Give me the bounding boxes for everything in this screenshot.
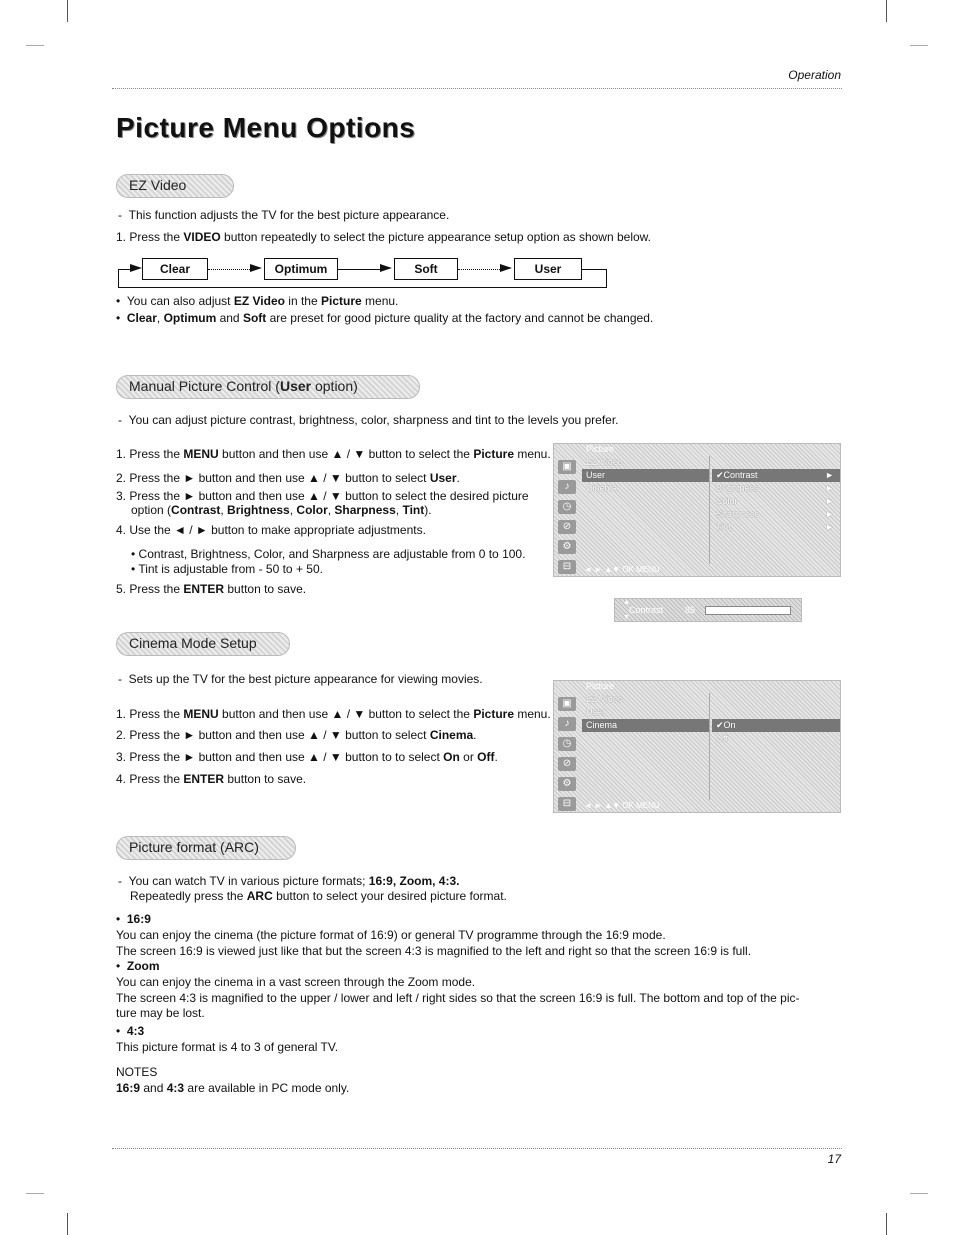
manual-step1: 1. Press the MENU button and then use ▲ / ▼ button to select the Picture menu. bbox=[116, 447, 551, 461]
crop-mark bbox=[910, 45, 928, 46]
setup-icon: ⚙ bbox=[558, 777, 576, 791]
cinema-heading: Cinema Mode Setup bbox=[116, 632, 290, 656]
arrow-right-icon bbox=[500, 264, 512, 272]
manual-step3-line2: option (Contrast, Brightness, Color, Sharpness, Tint). bbox=[131, 503, 432, 517]
arc-intro2: Repeatedly press the ARC button to select your desired picture format. bbox=[130, 889, 507, 903]
lock-icon: ⊟ bbox=[558, 560, 576, 574]
osd-bar-fill bbox=[706, 607, 777, 614]
picture-icon: ▣ bbox=[558, 460, 576, 474]
osd-contrast-bar bbox=[614, 598, 802, 622]
arrow-right-icon bbox=[250, 264, 262, 272]
osd-title: Picture bbox=[586, 444, 615, 454]
osd-bar-track bbox=[705, 606, 791, 615]
arrow-down-icon: ▼ bbox=[623, 614, 630, 621]
osd-nav-hint: ◄ ► ▲▼ OK MENU bbox=[584, 801, 660, 810]
page-title: Picture Menu Options bbox=[116, 112, 416, 143]
osd-option-selected: ✔Contrast ► bbox=[712, 469, 840, 482]
crop-mark bbox=[886, 1213, 887, 1235]
osd-option: Tint ► bbox=[716, 522, 834, 532]
cinema-intro: - Sets up the TV for the best picture appearance for viewing movies. bbox=[118, 672, 483, 686]
ez-video-step1: 1. Press the VIDEO button repeatedly to select the picture appearance setup option as shown below. bbox=[116, 230, 652, 244]
flow-item-soft: Soft bbox=[394, 258, 458, 280]
notes-label: NOTES bbox=[116, 1065, 158, 1079]
ez-video-intro: - This function adjusts the TV for the best picture appearance. bbox=[118, 208, 450, 222]
ez-video-note1: • You can also adjust EZ Video in the Picture menu. bbox=[116, 294, 399, 308]
manual-bullet2: • Tint is adjustable from - 50 to + 50. bbox=[131, 562, 323, 576]
sound-icon: ♪ bbox=[558, 480, 576, 494]
crop-mark bbox=[67, 1213, 68, 1235]
osd-item: EZ Video bbox=[586, 694, 623, 704]
crop-mark bbox=[910, 1193, 928, 1194]
osd-option: Color ► bbox=[716, 496, 834, 506]
option-icon: ⊘ bbox=[558, 757, 576, 771]
header-rule bbox=[112, 88, 842, 89]
lock-icon: ⊟ bbox=[558, 797, 576, 811]
arc-format-169-line2: The screen 16:9 is viewed just like that but the screen 4:3 is magnified to the left and right so that the screen 16:9 is full. bbox=[116, 944, 752, 958]
osd-icon-column bbox=[554, 693, 580, 809]
arc-format-zoom-line3: ture may be lost. bbox=[116, 1006, 205, 1020]
flow-item-user: User bbox=[514, 258, 582, 280]
arc-format-169-heading: • 16:9 bbox=[116, 912, 151, 926]
crop-mark bbox=[26, 1193, 44, 1194]
arrow-right-icon bbox=[380, 264, 392, 272]
osd-option: Brightness ► bbox=[716, 483, 834, 493]
footer-rule bbox=[112, 1148, 842, 1149]
osd-option: Sharpness ► bbox=[716, 509, 834, 519]
section-label: Operation bbox=[788, 68, 841, 82]
manual-bullet1: • Contrast, Brightness, Color, and Sharpness are adjustable from 0 to 100. bbox=[131, 547, 526, 561]
cinema-step2: 2. Press the ► button and then use ▲ / ▼ button to select Cinema. bbox=[116, 728, 477, 742]
arc-format-zoom-line1: You can enjoy the cinema in a vast screen through the Zoom mode. bbox=[116, 975, 476, 989]
manual-step2: 2. Press the ► button and then use ▲ / ▼ button to select User. bbox=[116, 471, 460, 485]
osd-options bbox=[712, 456, 840, 564]
crop-mark bbox=[67, 0, 68, 22]
osd-title: Picture bbox=[586, 681, 615, 691]
manual-picture-heading: Manual Picture Control (User option) bbox=[116, 375, 420, 399]
osd-submenu bbox=[582, 693, 710, 800]
flow-item-optimum: Optimum bbox=[264, 258, 338, 280]
arc-format-zoom-line2: The screen 4:3 is magnified to the upper / lower and left / right sides so that the screen 16:9 is full. The bottom and top of the pic- bbox=[116, 991, 800, 1005]
setup-icon: ⚙ bbox=[558, 540, 576, 554]
osd-item-selected: Cinema bbox=[582, 719, 709, 732]
time-icon: ◷ bbox=[558, 500, 576, 514]
notes-text: 16:9 and 4:3 are available in PC mode only. bbox=[116, 1081, 350, 1095]
arc-intro: - You can watch TV in various picture formats; 16:9, Zoom, 4:3. bbox=[118, 874, 460, 888]
option-icon: ⊘ bbox=[558, 520, 576, 534]
arc-format-zoom-heading: • Zoom bbox=[116, 959, 160, 973]
osd-picture-menu-cinema bbox=[553, 680, 841, 813]
arc-format-169-line1: You can enjoy the cinema (the picture format of 16:9) or general TV programme through the 16:9 mode. bbox=[116, 928, 666, 942]
osd-nav-hint: ◄ ► ▲▼ OK MENU bbox=[584, 565, 660, 574]
arrow-up-icon: ▲ bbox=[623, 599, 630, 606]
osd-bar-label: Contrast bbox=[629, 605, 664, 615]
flow-item-clear: Clear bbox=[142, 258, 208, 280]
manual-step3-line1: 3. Press the ► button and then use ▲ / ▼ button to select the desired picture bbox=[116, 489, 529, 503]
ez-video-heading: EZ Video bbox=[116, 174, 234, 198]
osd-option: Off bbox=[716, 733, 728, 743]
time-icon: ◷ bbox=[558, 737, 576, 751]
ez-video-flow-diagram bbox=[118, 256, 608, 290]
osd-option-selected: ✔On bbox=[712, 719, 840, 732]
manual-intro: - You can adjust picture contrast, brightness, color, sharpness and tint to the levels you prefer. bbox=[118, 413, 619, 427]
osd-item-selected: User bbox=[582, 469, 709, 482]
cinema-step4: 4. Press the ENTER button to save. bbox=[116, 772, 307, 786]
osd-picture-menu-user bbox=[553, 443, 841, 577]
crop-mark bbox=[26, 45, 44, 46]
arc-format-43-heading: • 4:3 bbox=[116, 1024, 145, 1038]
cinema-step1: 1. Press the MENU button and then use ▲ / ▼ button to select the Picture menu. bbox=[116, 707, 551, 721]
manual-step5: 5. Press the ENTER button to save. bbox=[116, 582, 307, 596]
crop-mark bbox=[886, 0, 887, 22]
page-number: 17 bbox=[827, 1152, 841, 1166]
arc-format-43-line1: This picture format is 4 to 3 of general TV. bbox=[116, 1040, 339, 1054]
arc-heading: Picture format (ARC) bbox=[116, 836, 296, 860]
ez-video-note2: • Clear, Optimum and Soft are preset for good picture quality at the factory and cannot be changed. bbox=[116, 311, 654, 325]
osd-icon-column bbox=[554, 456, 580, 572]
osd-bar-value: 85 bbox=[685, 605, 696, 615]
manual-step4: 4. Use the ◄ / ► button to make appropriate adjustments. bbox=[116, 523, 426, 537]
arrow-right-icon bbox=[130, 264, 142, 272]
picture-icon: ▣ bbox=[558, 697, 576, 711]
sound-icon: ♪ bbox=[558, 717, 576, 731]
osd-options bbox=[712, 693, 840, 800]
osd-item: EZ Video bbox=[586, 457, 623, 467]
osd-item: User bbox=[586, 707, 606, 717]
osd-submenu bbox=[582, 456, 710, 564]
cinema-step3: 3. Press the ► button and then use ▲ / ▼ button to to select On or Off. bbox=[116, 750, 498, 764]
osd-item: Cinema bbox=[586, 483, 618, 493]
